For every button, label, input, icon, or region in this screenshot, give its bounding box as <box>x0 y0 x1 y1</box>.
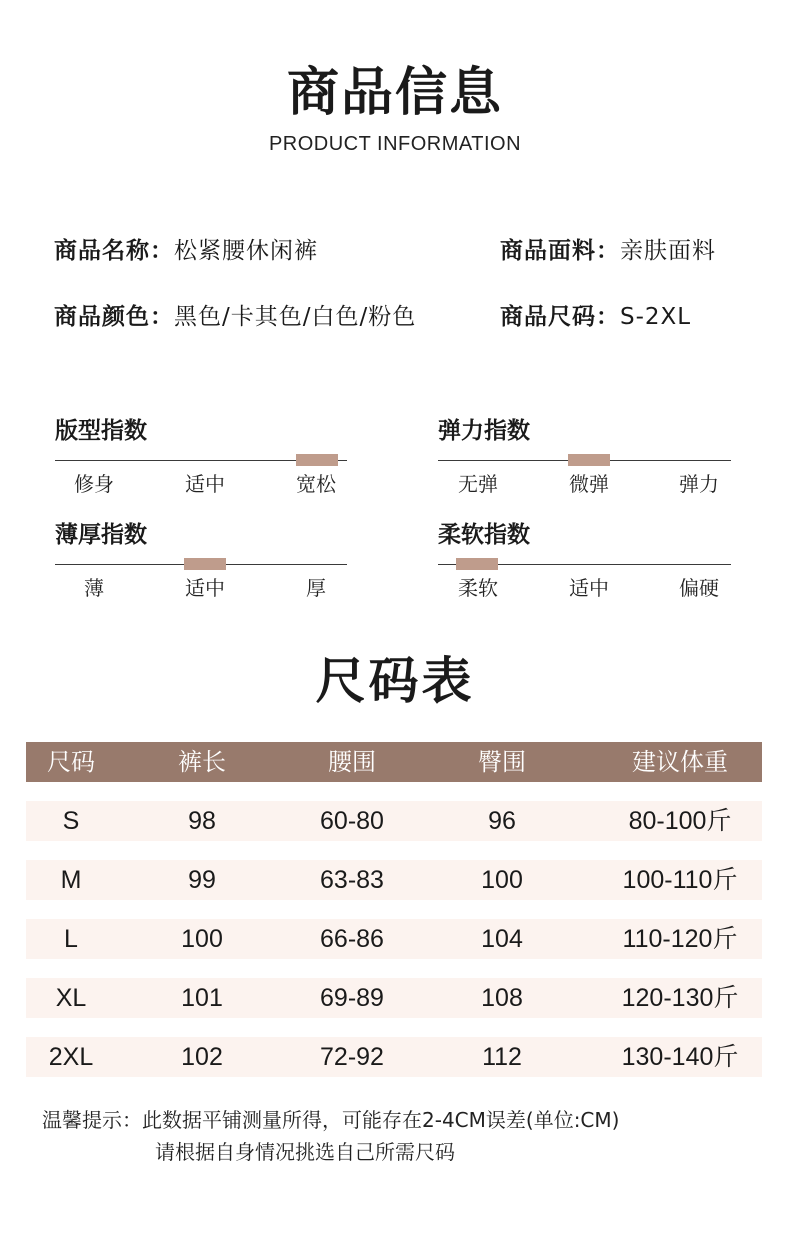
softness-index-label: 柔软 <box>458 576 498 600</box>
softness-index-title: 柔软指数 <box>438 522 530 548</box>
info-value: 亲肤面料 <box>620 238 716 264</box>
table-cell: L <box>64 925 78 953</box>
measurement-tip: 温馨提示：此数据平铺测量所得，可能存在2-4CM误差(单位:CM) <box>42 1108 620 1132</box>
table-row <box>26 978 762 1018</box>
table-cell: 63-83 <box>320 866 384 894</box>
table-cell: 100 <box>181 925 223 953</box>
info-label: 商品名称： <box>54 238 174 264</box>
thickness-index-label: 薄 <box>84 576 104 600</box>
table-cell: S <box>62 807 80 835</box>
column-header: 腰围 <box>328 748 376 776</box>
thickness-index-label: 适中 <box>185 576 225 600</box>
info-value: 松紧腰休闲裤 <box>174 238 318 264</box>
elastic-index-marker <box>568 454 610 466</box>
table-cell: 100-110斤 <box>622 866 738 894</box>
size-table-title: 尺码表 <box>315 652 475 710</box>
page-title: 商品信息 <box>286 63 503 123</box>
size-selection-tip: 请根据自身情况挑选自己所需尺码 <box>155 1140 455 1164</box>
info-label: 商品颜色： <box>54 304 174 330</box>
fit-index-label: 适中 <box>185 472 225 496</box>
table-cell: 80-100斤 <box>628 807 732 835</box>
fit-index-label: 宽松 <box>296 472 336 496</box>
table-row <box>26 1037 762 1077</box>
elastic-index-label: 弹力 <box>679 472 719 496</box>
elastic-index-label: 无弹 <box>458 472 498 496</box>
info-size <box>500 302 691 332</box>
info-value: 黑色/卡其色/白色/粉色 <box>174 304 417 330</box>
table-cell: 108 <box>481 984 523 1012</box>
table-cell: 101 <box>181 984 223 1012</box>
fit-index-title: 版型指数 <box>55 418 147 444</box>
info-label: 商品尺码： <box>500 304 620 330</box>
thickness-index-label: 厚 <box>306 576 326 600</box>
column-header: 建议体重 <box>632 748 728 776</box>
column-header: 裤长 <box>178 748 226 776</box>
table-row <box>26 801 762 841</box>
elastic-index-title: 弹力指数 <box>438 418 530 444</box>
elastic-index-label: 微弹 <box>569 472 609 496</box>
softness-index-label: 适中 <box>569 576 609 600</box>
table-cell: 104 <box>481 925 523 953</box>
softness-index-marker <box>456 558 498 570</box>
thickness-index-marker <box>184 558 226 570</box>
table-cell: 69-89 <box>320 984 384 1012</box>
info-fabric <box>500 236 716 266</box>
table-cell: 60-80 <box>320 807 384 835</box>
table-cell: M <box>60 866 82 894</box>
fit-index-label: 修身 <box>74 472 114 496</box>
size-table-header <box>26 742 762 782</box>
table-cell: 96 <box>488 807 516 835</box>
column-header: 臀围 <box>478 748 526 776</box>
table-cell: 110-120斤 <box>622 925 738 953</box>
table-cell: 102 <box>181 1043 223 1071</box>
column-header: 尺码 <box>47 748 95 776</box>
softness-index-label: 偏硬 <box>679 576 719 600</box>
info-value: S-2XL <box>620 304 692 330</box>
table-cell: 120-130斤 <box>621 984 739 1012</box>
page-subtitle: PRODUCT INFORMATION <box>268 133 522 155</box>
thickness-index-title: 薄厚指数 <box>55 522 147 548</box>
table-cell: 130-140斤 <box>621 1043 739 1071</box>
table-cell: 66-86 <box>320 925 384 953</box>
info-color <box>54 302 416 332</box>
fit-index-marker <box>296 454 338 466</box>
table-cell: 112 <box>482 1043 522 1071</box>
table-row <box>26 919 762 959</box>
table-cell: XL <box>55 984 87 1012</box>
table-cell: 99 <box>188 866 216 894</box>
table-cell: 100 <box>481 866 523 894</box>
info-label: 商品面料： <box>500 238 620 264</box>
info-product-name <box>54 236 318 266</box>
table-cell: 98 <box>188 807 216 835</box>
table-row <box>26 860 762 900</box>
table-cell: 2XL <box>48 1043 94 1071</box>
table-cell: 72-92 <box>320 1043 384 1071</box>
